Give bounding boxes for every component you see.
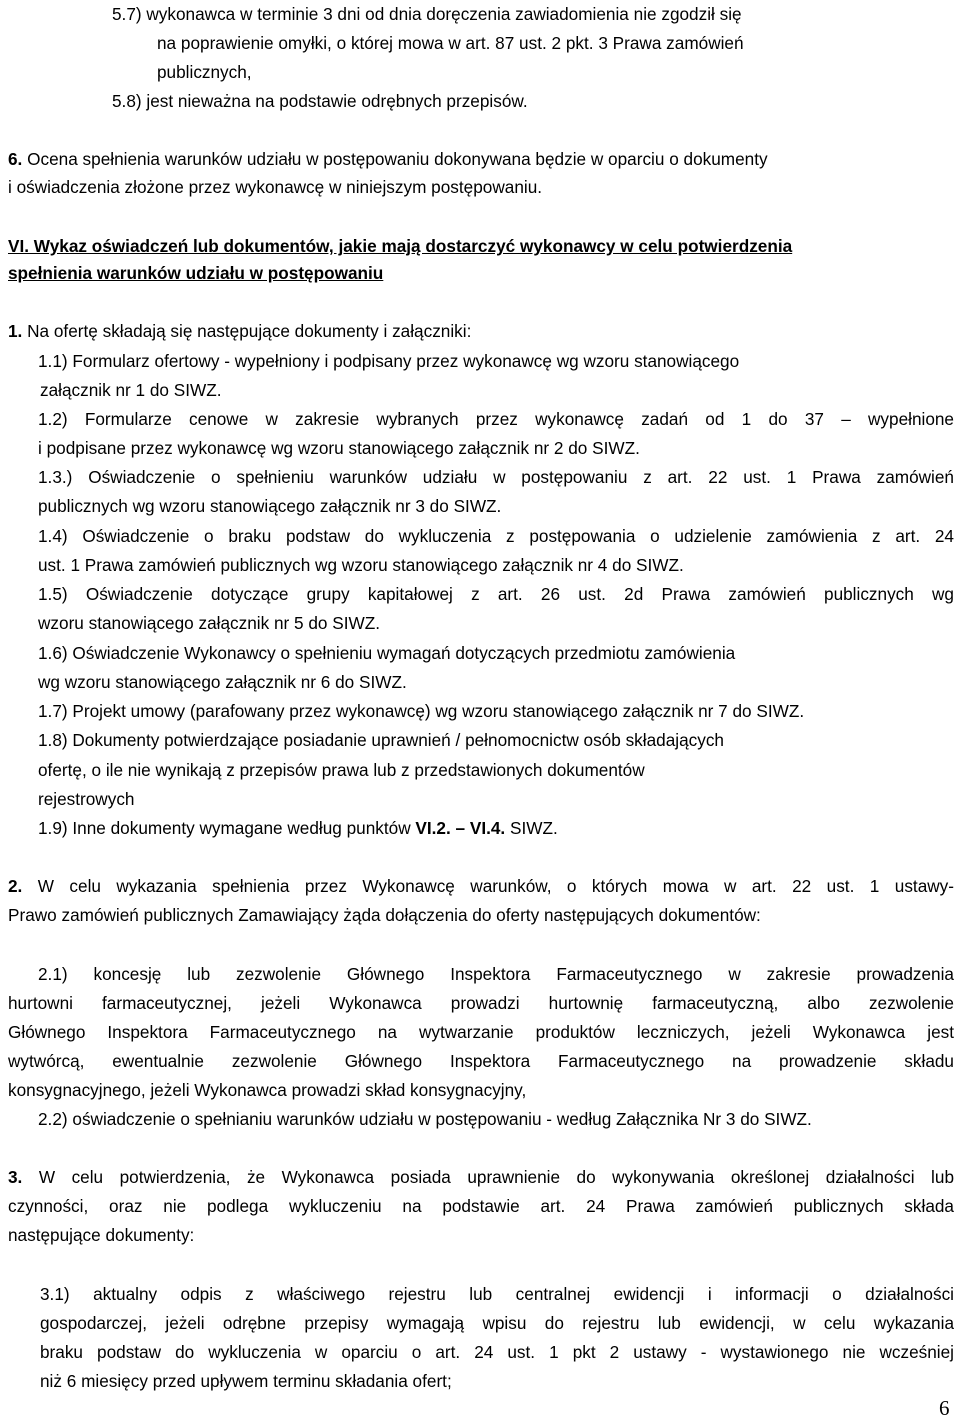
text-line: na poprawienie omyłki, o której mowa w art. 87 ust. 2 pkt. 3 Prawa zamówień	[157, 33, 744, 53]
list-item: 1.5) Oświadczenie dotyczące grupy kapitałowej z art. 26 ust. 2d Prawa zamówień publicznych wg	[38, 584, 954, 604]
text-line: 2.1) koncesję lub zezwolenie Głównego Inspektora Farmaceutycznego w zakresie prowadzenia	[38, 964, 954, 984]
list-item	[38, 818, 558, 838]
text-line: i oświadczenia złożone przez wykonawcę w niniejszym postępowaniu.	[8, 177, 543, 197]
list-item: 1.7) Projekt umowy (parafowany przez wykonawcę) wg wzoru stanowiącego załącznik nr 7 do SIWZ.	[38, 701, 805, 721]
section-heading-text: VI. Wykaz oświadczeń lub dokumentów, jakie mają dostarczyć wykonawcy w celu potwierdzenia	[8, 236, 793, 256]
paragraph-6-line	[8, 149, 768, 169]
paragraph-text: W celu wykazania spełnienia przez Wykonawcę warunków, o których mowa w art. 22 ust. 1 ustawy-	[37, 876, 954, 896]
text-line: publicznych,	[157, 62, 252, 82]
list-item: rejestrowych	[38, 789, 135, 809]
list-item: wg wzoru stanowiącego załącznik nr 6 do SIWZ.	[38, 672, 407, 692]
text-line: 3.1) aktualny odpis z właściwego rejestru lub centralnej ewidencji i informacji o działalności	[40, 1284, 954, 1304]
list-item-text: SIWZ.	[505, 818, 558, 838]
paragraph-number: 3.	[8, 1167, 23, 1187]
text-line: hurtowni farmaceutycznej, jeżeli Wykonawca prowadzi hurtownię farmaceutyczną, albo zezwolenie	[8, 993, 954, 1013]
section-heading	[8, 236, 792, 256]
paragraph-number: 6.	[8, 149, 23, 169]
text-line: 5.7) wykonawca w terminie 3 dni od dnia doręczenia zawiadomienia nie zgodził się	[112, 4, 742, 24]
section-heading	[8, 263, 383, 283]
text-line: Prawo zamówień publicznych Zamawiający żąda dołączenia do oferty następujących dokumentów:	[8, 905, 761, 925]
text-line: 2.2) oświadczenie o spełnianiu warunków udziału w postępowaniu - według Załącznika Nr 3 do SIWZ.	[38, 1109, 812, 1129]
text-line: konsygnacyjnego, jeżeli Wykonawca prowadzi skład konsygnacyjny,	[8, 1080, 527, 1100]
list-item: i podpisane przez wykonawcę wg wzoru stanowiącego załącznik nr 2 do SIWZ.	[38, 438, 640, 458]
text-line: wytwórcą, ewentualnie zezwolenie Głównego Inspektora Farmaceutycznego na prowadzenie składu	[8, 1051, 954, 1071]
paragraph-text: Ocena spełnienia warunków udziału w postępowaniu dokonywana będzie w oparciu o dokumenty	[27, 149, 768, 169]
list-item: 1.2) Formularze cenowe w zakresie wybranych przez wykonawcę zadań od 1 do 37 – wypełnione	[38, 409, 954, 429]
list-item: ust. 1 Prawa zamówień publicznych wg wzoru stanowiącego załącznik nr 4 do SIWZ.	[38, 555, 684, 575]
list-heading	[8, 321, 471, 341]
paragraph-number: 2.	[8, 876, 23, 896]
list-item: 1.3.) Oświadczenie o spełnieniu warunków udziału w postępowaniu z art. 22 ust. 1 Prawa zamówień	[38, 467, 954, 487]
list-item: 1.4) Oświadczenie o braku podstaw do wykluczenia z postępowania o udzielenie zamówienia z art. 24	[38, 526, 954, 546]
text-line: czynności, oraz nie podlega wykluczeniu na podstawie art. 24 Prawa zamówień publicznych składa	[8, 1196, 954, 1216]
list-item-reference: VI.2. – VI.4.	[415, 818, 506, 838]
paragraph-text: W celu potwierdzenia, że Wykonawca posiada uprawnienie do wykonywania określonej działalności lub	[38, 1167, 954, 1187]
list-number: 1.	[8, 321, 23, 341]
text-line: niż 6 miesięcy przed upływem terminu składania ofert;	[40, 1371, 452, 1391]
paragraph-3-line	[8, 1167, 954, 1187]
text-line: gospodarczej, jeżeli odrębne przepisy wymagają wpisu do rejestru lub ewidencji, w celu wykazania	[40, 1313, 954, 1333]
list-item: 1.6) Oświadczenie Wykonawcy o spełnieniu wymagań dotyczących przedmiotu zamówienia	[38, 643, 736, 663]
text-line: 5.8) jest nieważna na podstawie odrębnych przepisów.	[112, 91, 528, 111]
list-item: ofertę, o ile nie wynikają z przepisów prawa lub z przedstawionych dokumentów	[38, 760, 645, 780]
list-item: 1.1) Formularz ofertowy - wypełniony i podpisany przez wykonawcę wg wzoru stanowiącego	[38, 351, 740, 371]
paragraph-2-line	[8, 876, 954, 896]
text-line: Głównego Inspektora Farmaceutycznego na wytwarzanie produktów leczniczych, jeżeli Wykonawca jest	[8, 1022, 954, 1042]
list-item: załącznik nr 1 do SIWZ.	[40, 380, 222, 400]
section-heading-text: spełnienia warunków udziału w postępowaniu	[8, 263, 384, 283]
list-item: wzoru stanowiącego załącznik nr 5 do SIWZ.	[38, 613, 380, 633]
text-line: następujące dokumenty:	[8, 1225, 195, 1245]
text-line: braku podstaw do wykluczenia w oparciu o art. 24 ust. 1 pkt 2 ustawy - wystawionego nie wcześniej	[40, 1342, 954, 1362]
list-item: 1.8) Dokumenty potwierdzające posiadanie uprawnień / pełnomocnictw osób składających	[38, 730, 724, 750]
page-number: 6	[939, 1396, 950, 1420]
list-heading-text: Na ofertę składają się następujące dokumenty i załączniki:	[27, 321, 472, 341]
list-item: publicznych wg wzoru stanowiącego załącznik nr 3 do SIWZ.	[38, 496, 502, 516]
list-item-text: 1.9) Inne dokumenty wymagane według punktów	[38, 818, 416, 838]
